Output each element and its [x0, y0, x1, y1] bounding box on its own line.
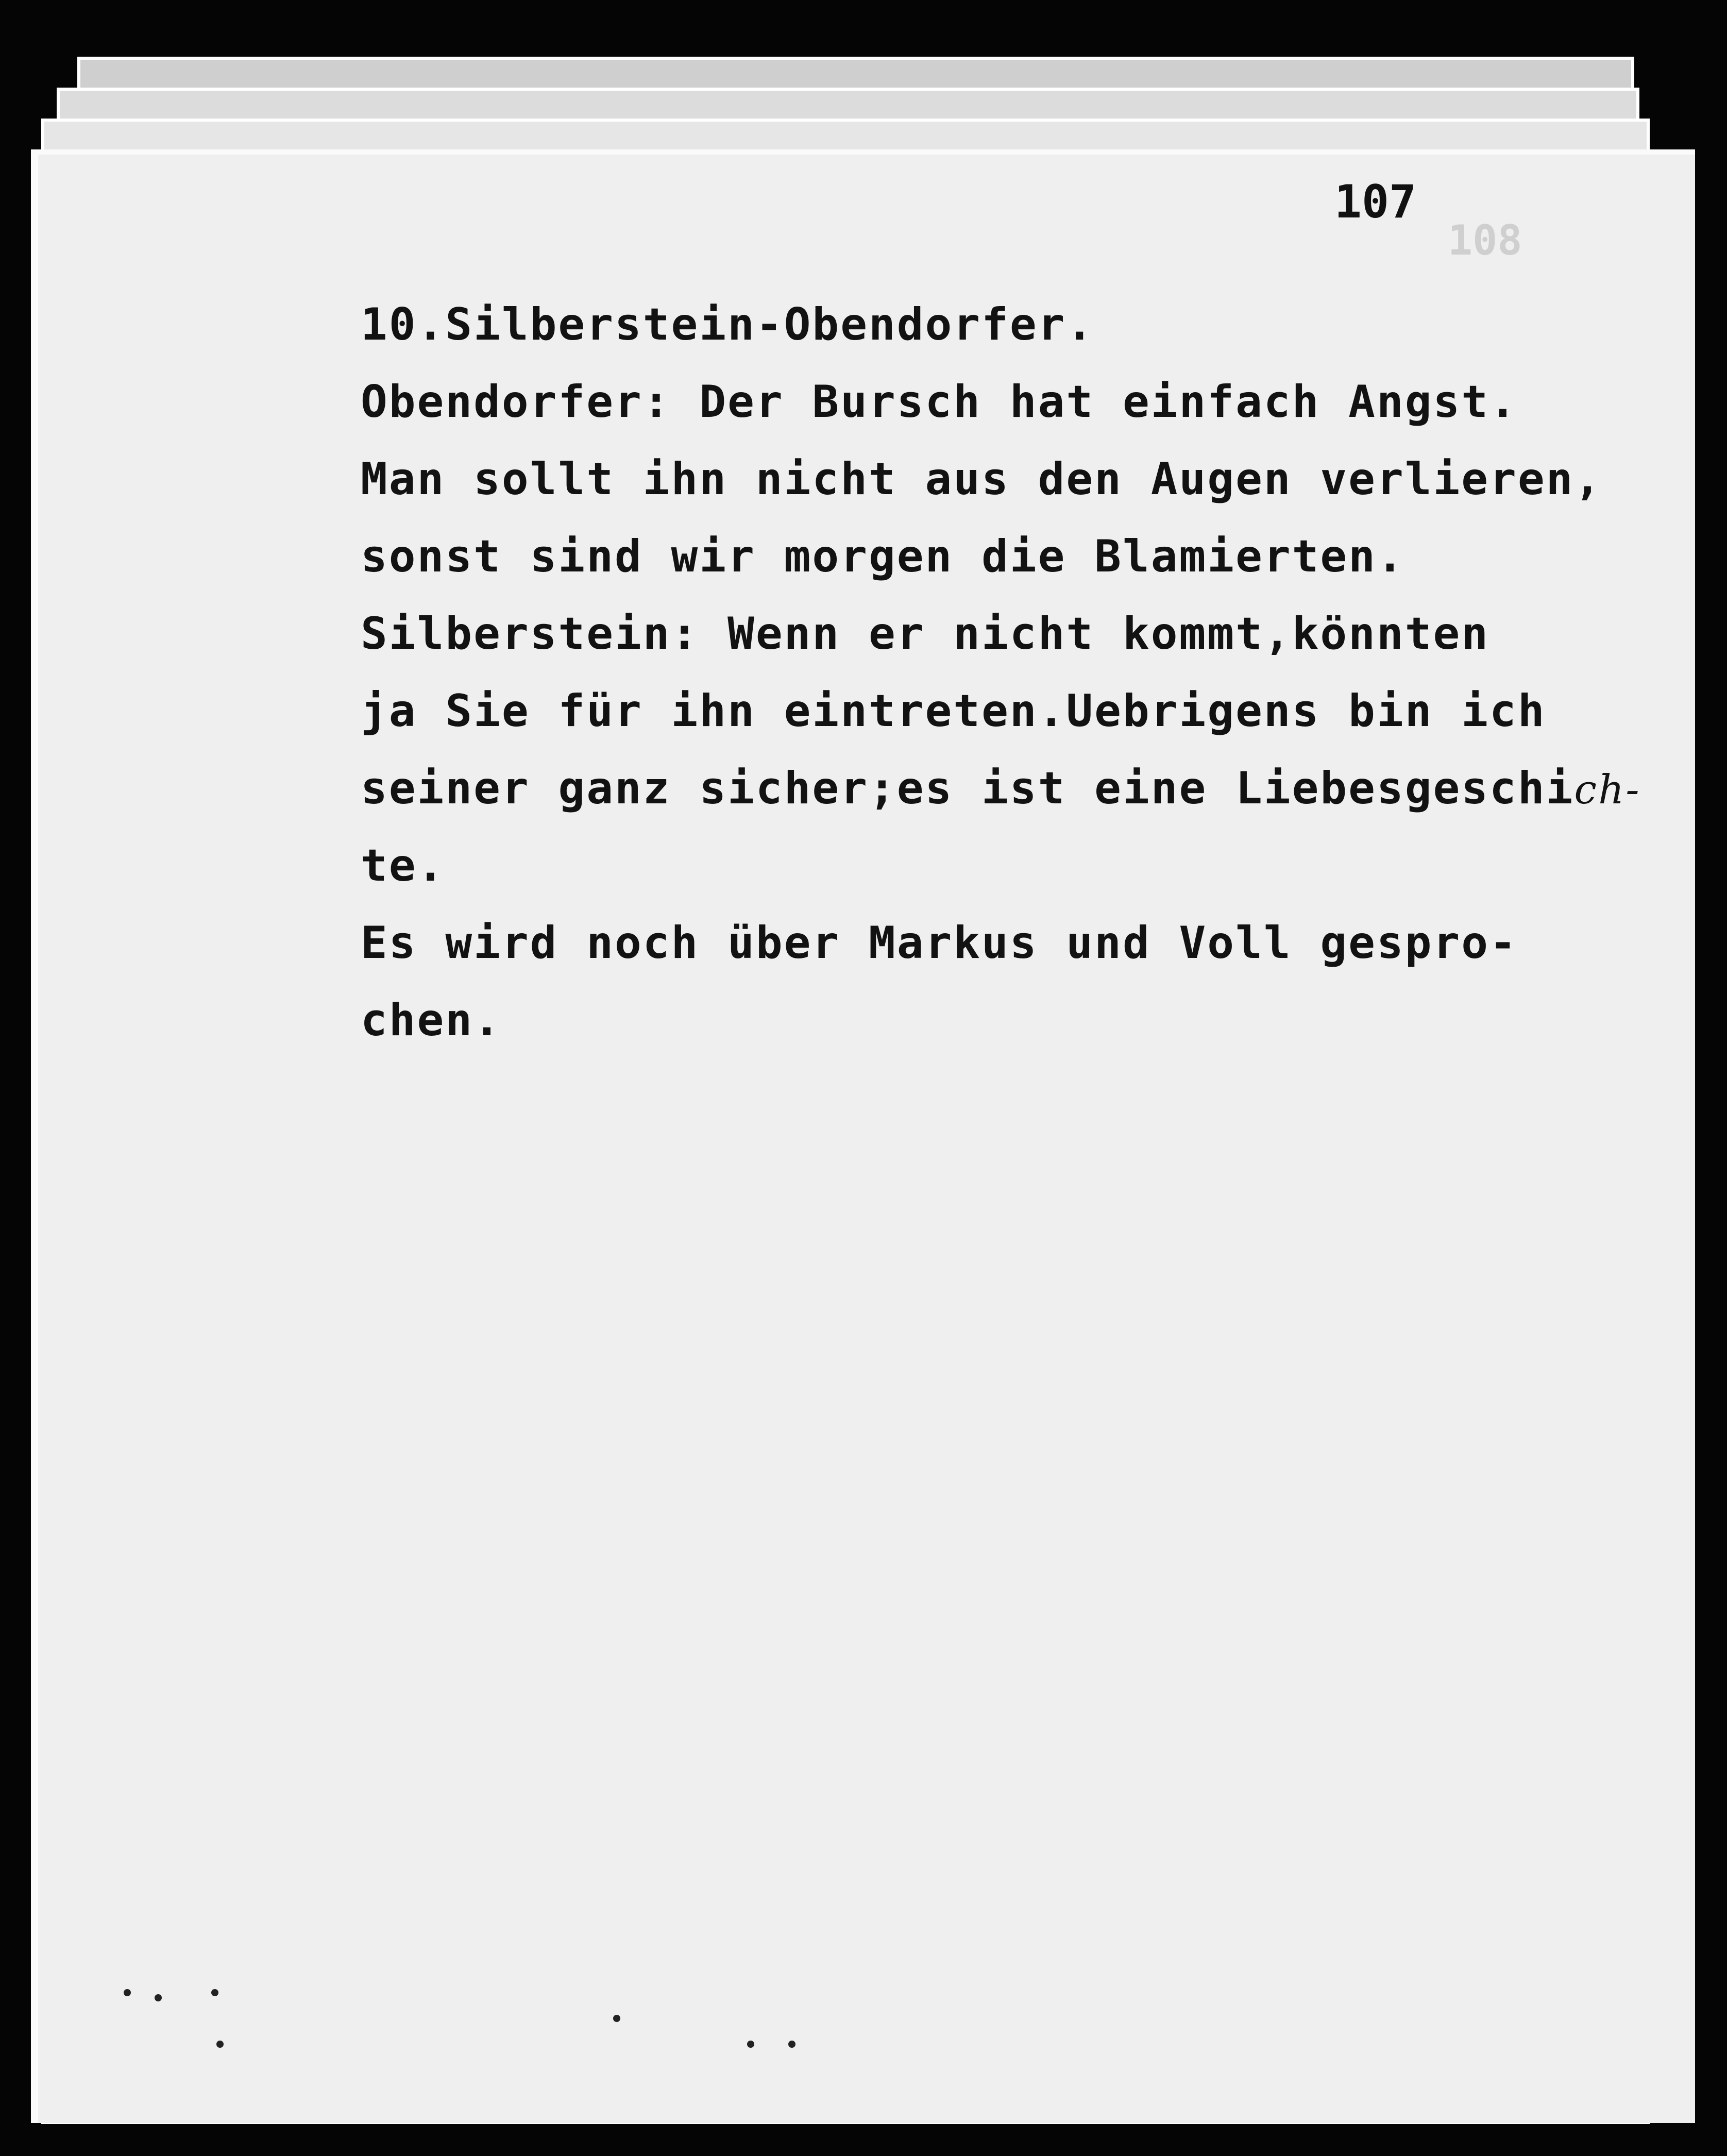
- text-line: chen.: [361, 995, 502, 1046]
- dust-speck: [747, 2041, 754, 2048]
- page-number: 107: [1334, 175, 1416, 228]
- dust-speck: [613, 2015, 620, 2022]
- dust-speck: [216, 2041, 224, 2048]
- text-line: 10.Silberstein-Obendorfer.: [361, 299, 1095, 350]
- text-line: Es wird noch über Markus und Voll gespro-: [361, 917, 1518, 969]
- dust-speck: [155, 1994, 162, 2001]
- ghost-page-number: 108: [1448, 216, 1522, 264]
- text-line: Silberstein: Wenn er nicht kommt,könnten: [361, 608, 1490, 660]
- text-line: seiner ganz sicher;es ist eine Liebesgeschich-: [361, 763, 1641, 814]
- dust-speck: [788, 2041, 795, 2048]
- document-body: [361, 286, 1641, 1059]
- text-line: te.: [361, 840, 446, 891]
- text-line: Obendorfer: Der Bursch hat einfach Angst.: [361, 376, 1518, 428]
- dust-speck: [124, 1989, 131, 1996]
- text-line: Man sollt ihn nicht aus den Augen verlieren,: [361, 453, 1603, 505]
- text-line: ja Sie für ihn eintreten.Uebrigens bin ich: [361, 685, 1546, 737]
- text-line: sonst sind wir morgen die Blamierten.: [361, 531, 1405, 582]
- handwritten-correction: ch-: [1574, 767, 1641, 813]
- dust-speck: [211, 1989, 218, 1996]
